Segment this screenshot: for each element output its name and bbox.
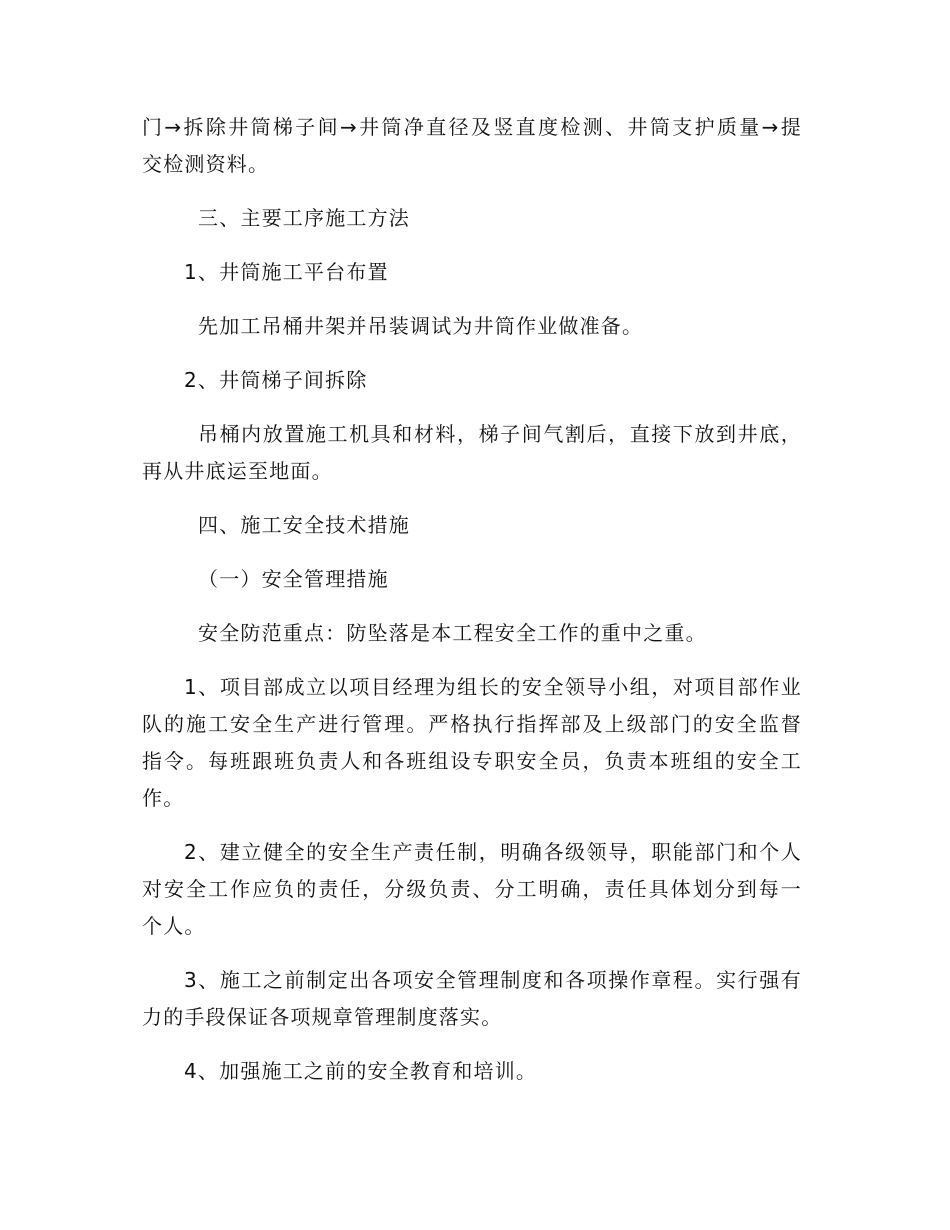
- section-heading: 四、施工安全技术措施: [198, 513, 410, 537]
- paragraph-line: 吊桶内放置施工机具和材料，梯子间气割后，直接下放到井底，: [198, 422, 802, 446]
- paragraph-line: 3、施工之前制定出各项安全管理制度和各项操作章程。实行强有: [184, 968, 802, 992]
- section-heading: 三、主要工序施工方法: [198, 206, 410, 230]
- subsection-heading: （一）安全管理措施: [198, 567, 389, 591]
- paragraph-line: 2、建立健全的安全生产责任制，明确各级领导，职能部门和个人: [184, 840, 802, 864]
- paragraph-line: 4、加强施工之前的安全教育和培训。: [184, 1059, 538, 1083]
- paragraph-line: 队的施工安全生产进行管理。严格执行指挥部及上级部门的安全监督: [142, 712, 802, 736]
- paragraph-line: 个人。: [142, 914, 206, 938]
- paragraph-line: 指令。每班跟班负责人和各班组设专职安全员，负责本班组的安全工: [142, 749, 802, 773]
- paragraph-line: 作。: [142, 786, 185, 810]
- paragraph-line: 再从井底运至地面。: [142, 459, 333, 483]
- subsection-heading: 1、井筒施工平台布置: [184, 260, 389, 284]
- paragraph-line: 安全防范重点：防坠落是本工程安全工作的重中之重。: [198, 621, 707, 645]
- paragraph-line: 门→拆除井筒梯子间→井筒净直径及竖直度检测、井筒支护质量→提: [142, 115, 802, 139]
- subsection-heading: 2、井筒梯子间拆除: [184, 368, 368, 392]
- paragraph-line: 力的手段保证各项规章管理制度落实。: [142, 1005, 503, 1029]
- paragraph-line: 对安全工作应负的责任，分级负责、分工明确，责任具体划分到每一: [142, 877, 802, 901]
- paragraph-line: 1、项目部成立以项目经理为组长的安全领导小组，对项目部作业: [184, 675, 802, 699]
- paragraph-line: 交检测资料。: [142, 152, 270, 176]
- paragraph-line: 先加工吊桶井架并吊装调试为井筒作业做准备。: [198, 314, 644, 338]
